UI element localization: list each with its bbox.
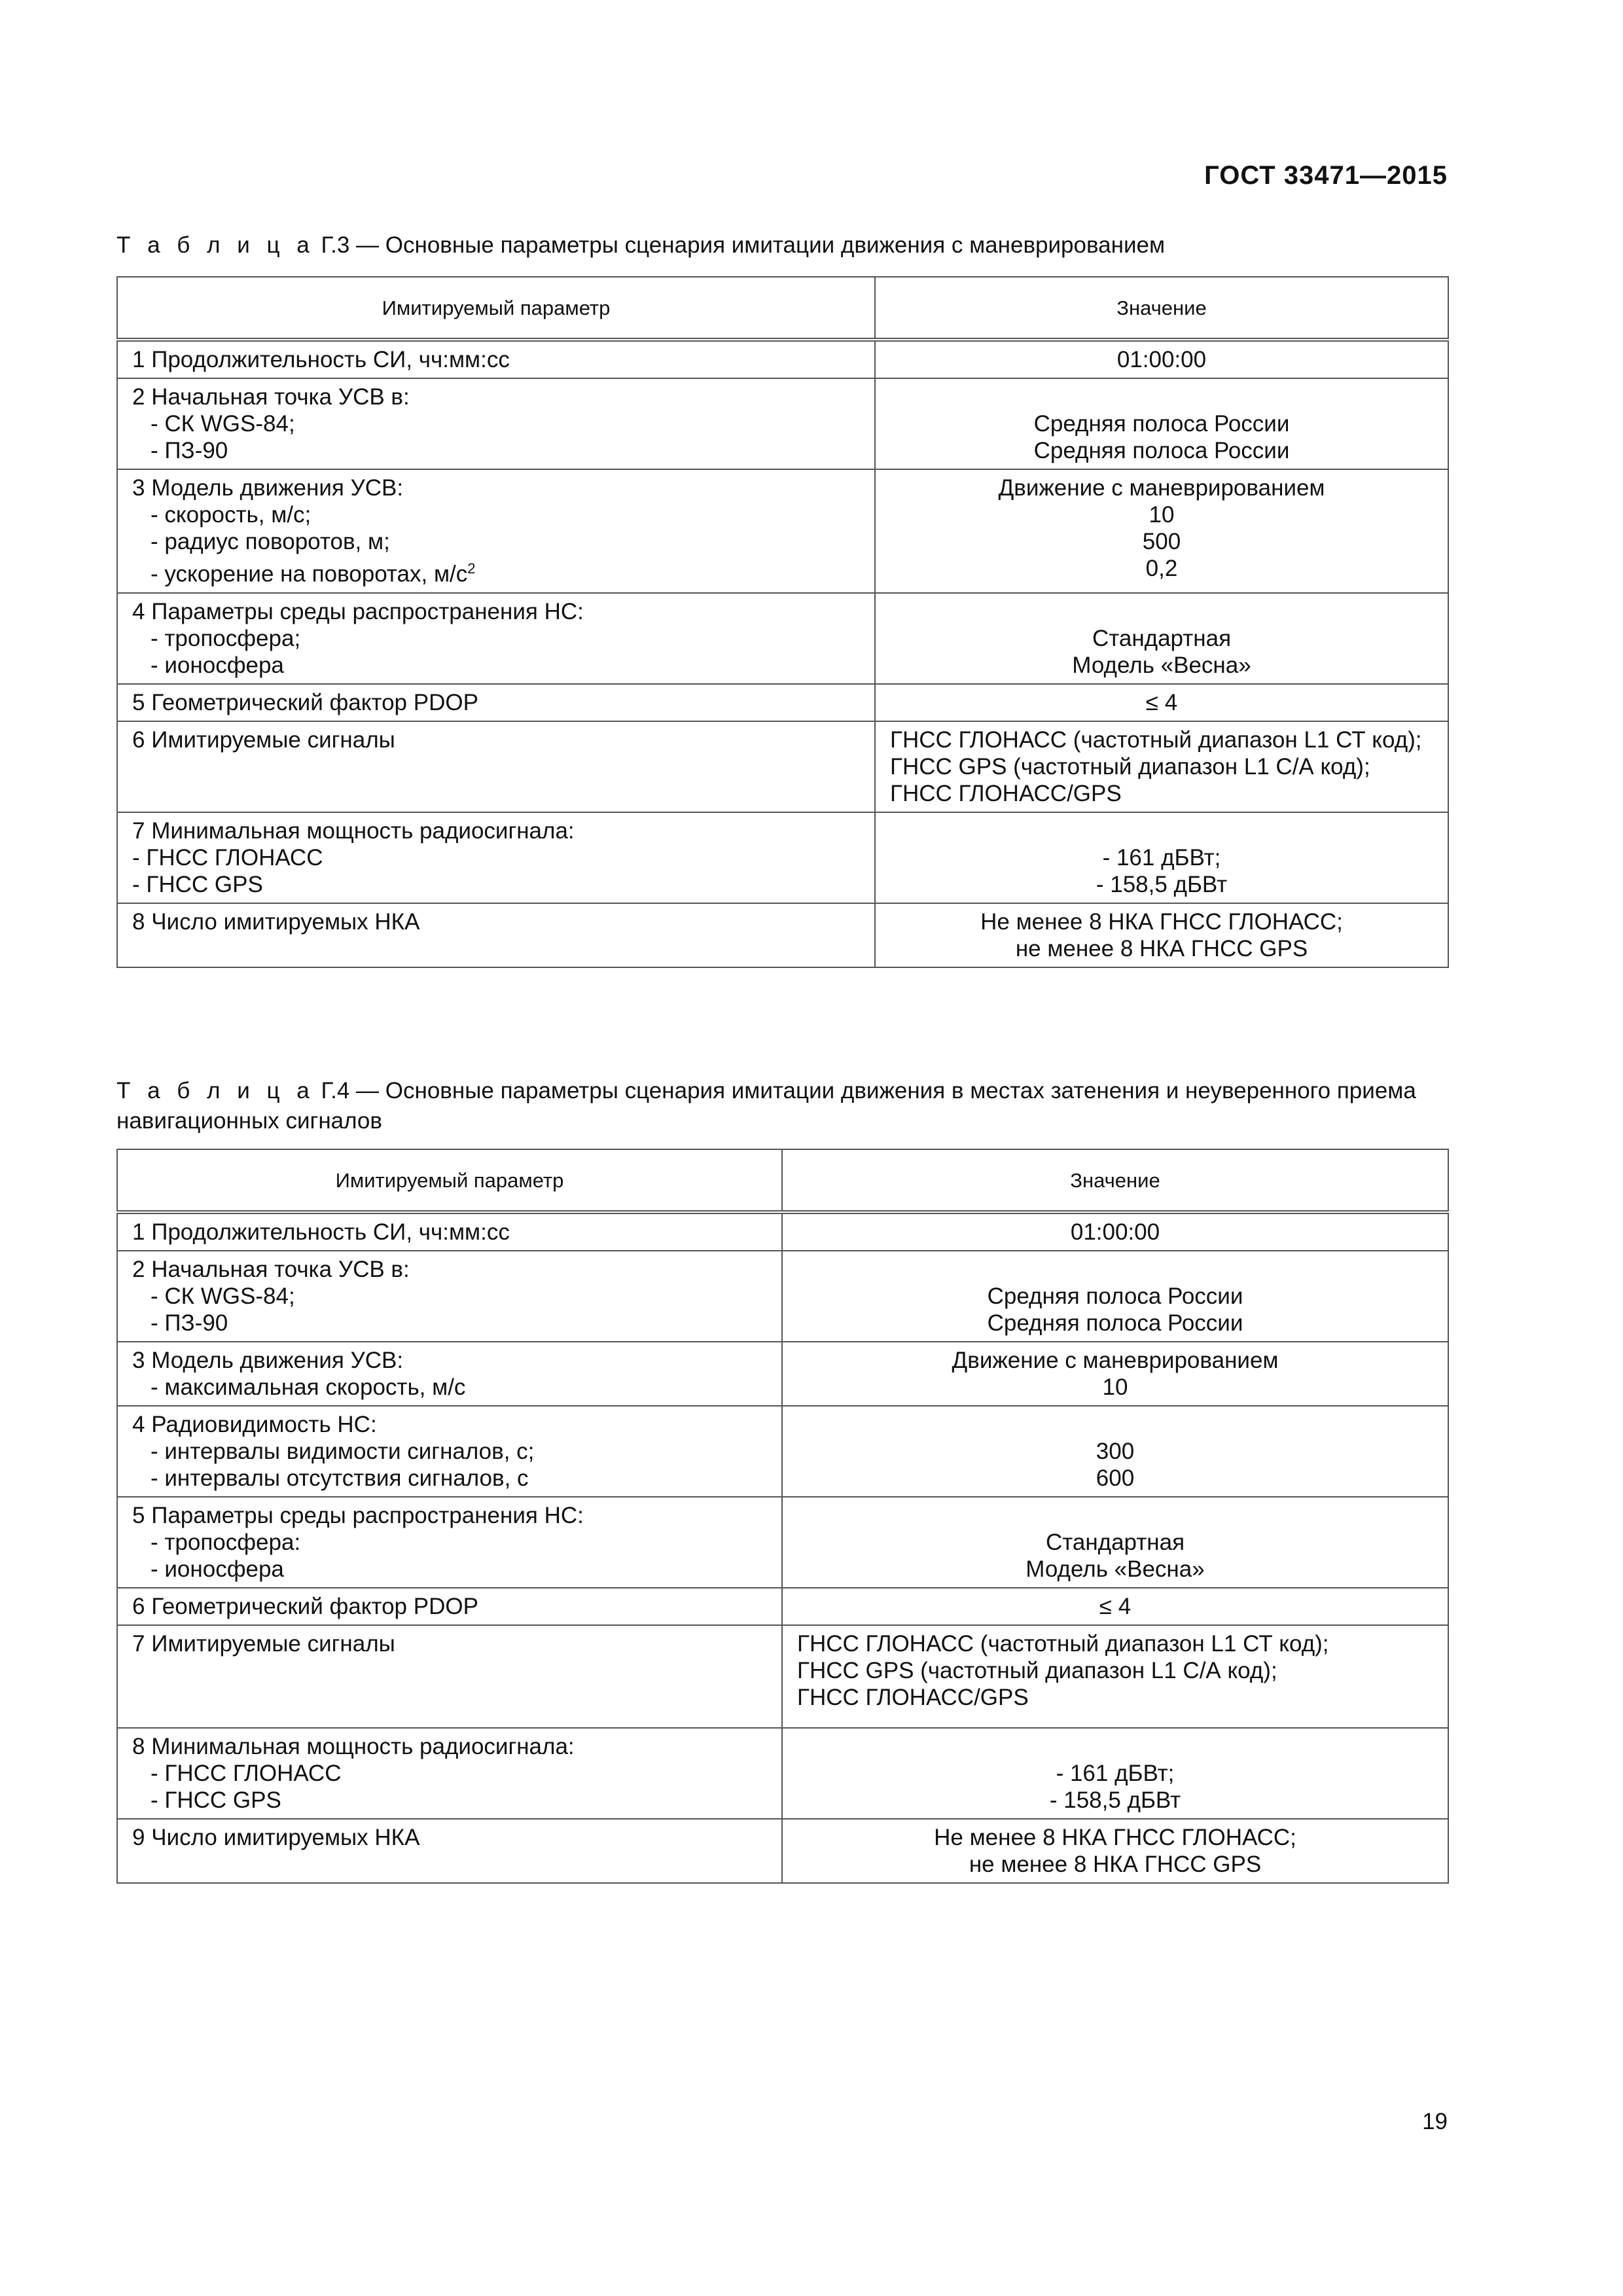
parameter-cell: 8 Минимальная мощность радиосигнала: - ГНСС ГЛОНАСС - ГНСС GPS — [117, 1728, 782, 1819]
value-cell: Движение с маневрированием 10 500 0,2 — [875, 469, 1448, 593]
table-row — [117, 1406, 1448, 1497]
parameter-cell: 5 Параметры среды распространения НС: - тропосфера: - ионосфера — [117, 1497, 782, 1588]
parameter-cell: 3 Модель движения УСВ: - скорость, м/с; - радиус поворотов, м; - ускорение на поворотах, $м/с^2$ — [117, 469, 875, 593]
table-header-row — [117, 277, 1448, 340]
parameter-cell: 9 Число имитируемых НКА — [117, 1819, 782, 1883]
table-g4-caption — [116, 1076, 1448, 1136]
value-cell: - 161 дБВт; - 158,5 дБВт — [875, 812, 1448, 903]
value-cell: ≤ 4 — [875, 684, 1448, 721]
parameter-cell: 3 Модель движения УСВ: - максимальная скорость, м/с — [117, 1342, 782, 1406]
column-header-value: Значение — [782, 1149, 1448, 1212]
table-g4 — [116, 1149, 1449, 1884]
value-cell: Стандартная Модель «Весна» — [782, 1497, 1448, 1588]
table-row — [117, 593, 1448, 684]
column-header-parameter: Имитируемый параметр — [117, 277, 875, 340]
parameter-cell: 2 Начальная точка УСВ в: - СК WGS-84; - ПЗ-90 — [117, 378, 875, 469]
table-row — [117, 1342, 1448, 1406]
value-cell: ≤ 4 — [782, 1588, 1448, 1625]
parameter-cell: 7 Минимальная мощность радиосигнала: - ГНСС ГЛОНАСС - ГНСС GPS — [117, 812, 875, 903]
table-row — [117, 721, 1448, 812]
value-cell: - 161 дБВт; - 158,5 дБВт — [782, 1728, 1448, 1819]
table-row — [117, 378, 1448, 469]
value-cell: 01:00:00 — [875, 340, 1448, 378]
table-row — [117, 469, 1448, 593]
parameter-cell: 6 Геометрический фактор PDOP — [117, 1588, 782, 1625]
parameter-cell: 6 Имитируемые сигналы — [117, 721, 875, 812]
table-g3 — [116, 276, 1449, 968]
table-row — [117, 1728, 1448, 1819]
parameter-cell: 4 Параметры среды распространения НС: - тропосфера; - ионосфера — [117, 593, 875, 684]
table-g3-caption — [116, 230, 1448, 260]
value-cell: 300 600 — [782, 1406, 1448, 1497]
table-row — [117, 903, 1448, 967]
table-row — [117, 1625, 1448, 1728]
table-label: Т а б л и ц а — [116, 1078, 315, 1103]
parameter-cell: 7 Имитируемые сигналы — [117, 1625, 782, 1728]
table-row — [117, 1588, 1448, 1625]
value-cell: Не менее 8 НКА ГНСС ГЛОНАСС; не менее 8 НКА ГНСС GPS — [875, 903, 1448, 967]
parameter-cell: 1 Продолжительность СИ, чч:мм:сс — [117, 340, 875, 378]
value-cell: Средняя полоса России Средняя полоса России — [875, 378, 1448, 469]
value-cell: ГНСС ГЛОНАСС (частотный диапазон L1 СТ код); ГНСС GPS (частотный диапазон L1 С/А код); ГНСС ГЛОНАСС/GPS — [875, 721, 1448, 812]
caption-text: Г.4 — Основные параметры сценария имитации движения в местах затенения и неуверенного приема навигационных сигналов — [116, 1078, 1416, 1134]
page-number: 19 — [1422, 2109, 1448, 2134]
caption-text: Г.3 — Основные параметры сценария имитации движения с маневрированием — [314, 232, 1166, 258]
value-cell: Стандартная Модель «Весна» — [875, 593, 1448, 684]
table-label: Т а б л и ц а — [116, 232, 315, 258]
document-code: ГОСТ 33471—2015 — [1204, 161, 1448, 190]
parameter-cell: 5 Геометрический фактор PDOP — [117, 684, 875, 721]
value-cell: Движение с маневрированием 10 — [782, 1342, 1448, 1406]
table-row — [117, 1251, 1448, 1342]
table-row — [117, 340, 1448, 378]
value-cell: Не менее 8 НКА ГНСС ГЛОНАСС; не менее 8 НКА ГНСС GPS — [782, 1819, 1448, 1883]
column-header-value: Значение — [875, 277, 1448, 340]
value-cell: ГНСС ГЛОНАСС (частотный диапазон L1 СТ код); ГНСС GPS (частотный диапазон L1 С/А код); ГНСС ГЛОНАСС/GPS — [782, 1625, 1448, 1728]
table-row — [117, 1497, 1448, 1588]
parameter-cell: 8 Число имитируемых НКА — [117, 903, 875, 967]
column-header-parameter: Имитируемый параметр — [117, 1149, 782, 1212]
parameter-cell: 2 Начальная точка УСВ в: - СК WGS-84; - ПЗ-90 — [117, 1251, 782, 1342]
table-row — [117, 684, 1448, 721]
table-row — [117, 1819, 1448, 1883]
table-row — [117, 812, 1448, 903]
table-row — [117, 1212, 1448, 1251]
value-cell: 01:00:00 — [782, 1212, 1448, 1251]
parameter-cell: 1 Продолжительность СИ, чч:мм:сс — [117, 1212, 782, 1251]
parameter-cell: 4 Радиовидимость НС: - интервалы видимости сигналов, с; - интервалы отсутствия сигналов, с — [117, 1406, 782, 1497]
table-header-row — [117, 1149, 1448, 1212]
value-cell: Средняя полоса России Средняя полоса России — [782, 1251, 1448, 1342]
